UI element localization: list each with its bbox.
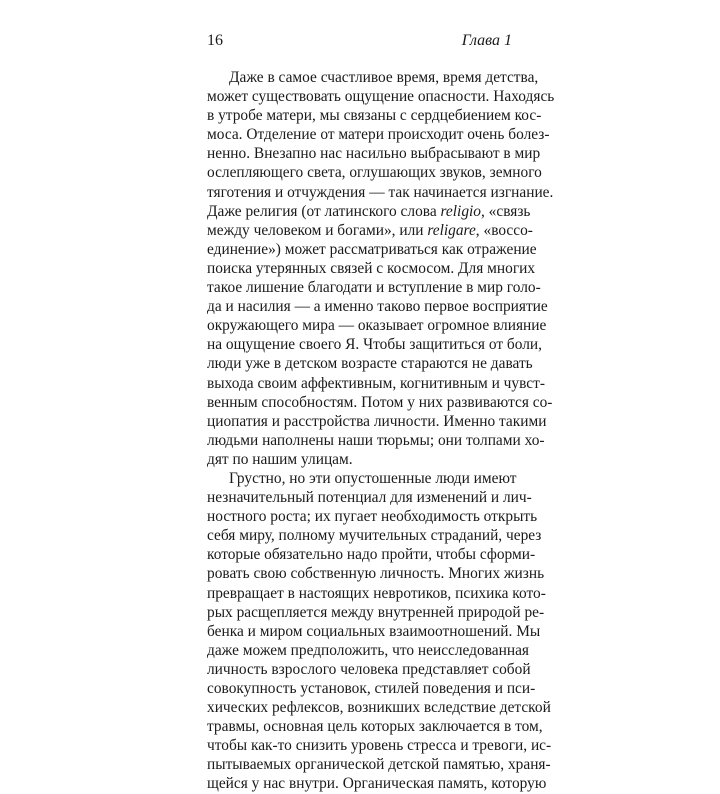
text-line: превращает в настоящих невротиков, психика кото- — [207, 584, 546, 602]
text-line: дят по нашим улицам. — [207, 450, 353, 468]
paragraph-2 — [207, 469, 552, 794]
text-line: бенка и миром социальных взаимоотношений. Мы — [207, 622, 541, 640]
text-line: ровать свою собственную личность. Многих жизнь — [207, 565, 545, 583]
text-line: пытываемых органической детской памятью, храня- — [207, 756, 551, 774]
text-line: незначительный потенциал для изменений и лич- — [207, 489, 532, 507]
text-line: единение») может рассматриваться как отражение — [207, 240, 537, 258]
text-line: тяготения и отчуждения — так начинается изгнание. — [207, 183, 554, 201]
text-line: Грустно, но эти опустошенные люди имеют — [229, 469, 517, 487]
text-line: рых расщепляется между внутренней природой ре- — [207, 603, 545, 621]
chapter-title: Глава 1 — [461, 32, 512, 49]
text-line: чтобы как-то снизить уровень стресса и тревоги, ис- — [207, 737, 552, 755]
text-line: такое лишение благодати и вступление в мир голо- — [207, 279, 541, 297]
running-head — [207, 31, 512, 53]
text-line: да и насилия — а именно таково первое восприятие — [207, 298, 548, 316]
body-text — [207, 68, 555, 794]
text-line: людьми наполнены наши тюрьмы; они толпами хо- — [207, 431, 545, 449]
text-line: между человеком и богами», или religare, «воссо- — [207, 221, 533, 239]
text-line: ослепляющего света, оглушающих звуков, земного — [207, 164, 542, 182]
text-line: выхода своим аффективным, когнитивным и чувст- — [207, 374, 545, 392]
text-line: совокупность установок, стилей поведения и пси- — [207, 680, 536, 697]
text-line: окружающего мира — оказывает огромное влияние — [207, 317, 547, 335]
text-line: личность взрослого человека представляет собой — [207, 660, 531, 678]
text-line: ностного роста; их пугает необходимость открыть — [207, 508, 538, 526]
page-number: 16 — [207, 32, 223, 49]
text-line: даже можем предположить, что неисследованная — [207, 641, 529, 659]
text-line: себя миру, полному мучительных страданий, через — [207, 527, 542, 545]
text-line: ненно. Внезапно нас насильно выбрасывают в мир — [207, 145, 541, 163]
text-line: травмы, основная цель которых заключается в том, — [207, 718, 543, 736]
paragraph-1 — [207, 68, 555, 469]
text-line: на ощущение своего Я. Чтобы защититься от боли, — [207, 336, 542, 354]
text-line: Даже в самое счастливое время, время детства, — [229, 69, 539, 86]
text-line: венным способностям. Потом у них развиваются со- — [207, 393, 553, 411]
text-line: которые обязательно надо пройти, чтобы сформи- — [207, 546, 536, 564]
text-line: поиска утерянных связей с космосом. Для многих — [207, 259, 536, 277]
text-line: Даже религия (от латинского слова religio, «связь — [207, 202, 531, 220]
text-line: может существовать ощущение опасности. Находясь — [207, 88, 555, 106]
text-line: щейся у нас внутри. Органическая память, которую — [207, 775, 547, 793]
text-line: хических рефлексов, возникших вследствие детской — [207, 699, 551, 717]
text-line: в утробе матери, мы связаны с сердцебиением кос- — [207, 107, 542, 125]
text-line: моса. Отделение от матери происходит очень болез- — [207, 126, 550, 144]
text-line: циопатия и расстройства личности. Именно такими — [207, 412, 547, 430]
text-line: люди уже в детском возрасте стараются не давать — [207, 355, 533, 373]
